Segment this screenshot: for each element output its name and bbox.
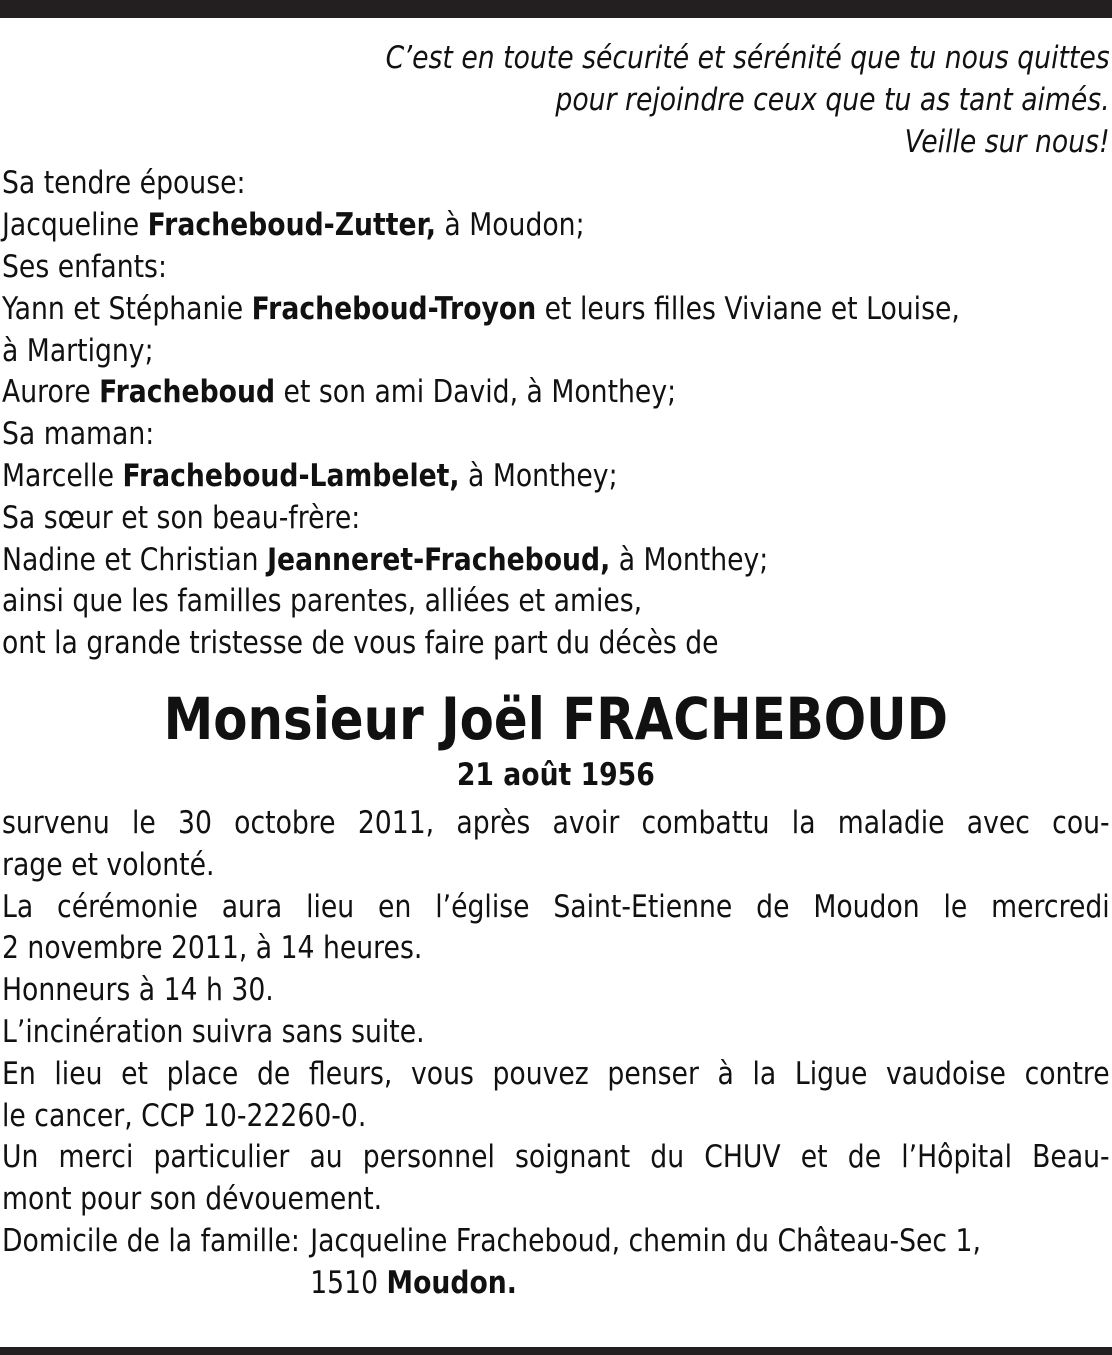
top-rule	[0, 0, 1112, 18]
sister-entry: Nadine et Christian Jeanneret-Fracheboud, à Monthey;	[2, 541, 769, 578]
poem-quote	[2, 38, 1110, 163]
domicile-block	[2, 1221, 1110, 1305]
notice-body	[2, 803, 1110, 1305]
thanks-line: mont pour son dévouement.	[2, 1181, 383, 1218]
poem-line: Veille sur nous!	[904, 123, 1110, 160]
deceased-name: Monsieur Joël FRACHEBOUD	[163, 684, 949, 753]
child-entry-place: à Martigny;	[2, 332, 154, 369]
bottom-rule	[0, 1347, 1112, 1355]
flowers-line: En lieu et place de fleurs, vous pouvez penser à la Ligue vaudoise contre	[2, 1055, 1110, 1092]
ceremony-line: 2 novembre 2011, à 14 heures.	[2, 930, 423, 967]
poem-line: C’est en toute sécurité et sérénité que tu nous quittes	[385, 40, 1110, 76]
family-list	[2, 163, 1110, 665]
death-line: survenu le 30 octobre 2011, après avoir combattu la maladie avec cou-	[2, 804, 1110, 841]
domicile-city-line: 1510 Moudon.	[310, 1264, 517, 1301]
honors-line: Honneurs à 14 h 30.	[2, 972, 274, 1009]
wife-entry: Jacqueline Fracheboud-Zutter, à Moudon;	[2, 207, 585, 244]
sister-label: Sa sœur et son beau-frère:	[2, 499, 361, 536]
mother-label: Sa maman:	[2, 416, 155, 453]
child-entry: Aurore Fracheboud et son ami David, à Monthey;	[2, 374, 677, 411]
announce-line: ont la grande tristesse de vous faire part du décès de	[2, 625, 719, 662]
poem-line: pour rejoindre ceux que tu as tant aimés.	[555, 81, 1110, 118]
domicile-label: Domicile de la famille:	[2, 1222, 300, 1259]
obituary-notice	[2, 38, 1110, 1305]
families-line: ainsi que les familles parentes, alliées et amies,	[2, 583, 643, 620]
ceremony-line: La cérémonie aura lieu en l’église Saint-Etienne de Moudon le mercredi	[2, 888, 1110, 925]
death-line: rage et volonté.	[2, 846, 215, 883]
mother-entry: Marcelle Fracheboud-Lambelet, à Monthey;	[2, 457, 618, 494]
domicile-address	[300, 1221, 981, 1305]
thanks-line: Un merci particulier au personnel soignant du CHUV et de l’Hôpital Beau-	[2, 1139, 1110, 1176]
wife-label: Sa tendre épouse:	[2, 165, 246, 202]
incineration-line: L’incinération suivra sans suite.	[2, 1013, 425, 1050]
child-entry: Yann et Stéphanie Fracheboud-Troyon et leurs filles Viviane et Louise,	[2, 290, 960, 327]
birth-date: 21 août 1956	[456, 756, 655, 793]
children-label: Ses enfants:	[2, 248, 167, 285]
flowers-line: le cancer, CCP 10-22260-0.	[2, 1097, 367, 1134]
domicile-street: Jacqueline Fracheboud, chemin du Château-Sec 1,	[310, 1222, 981, 1259]
